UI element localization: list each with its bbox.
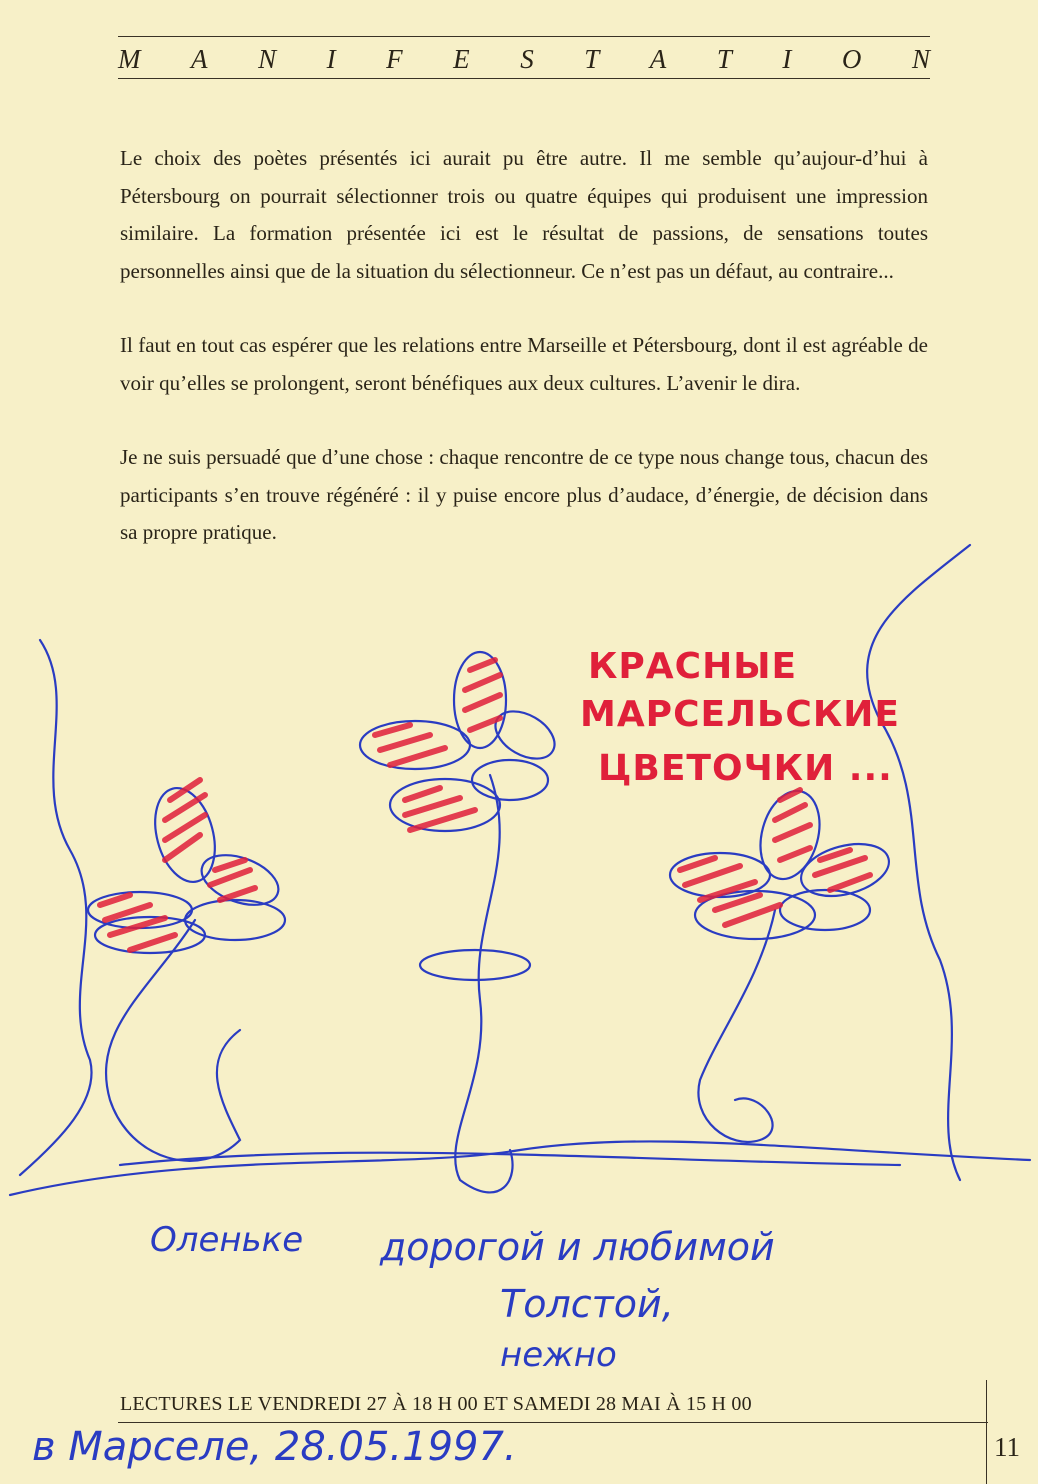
right-vine-line (867, 545, 970, 1180)
dedication-line: Оленьке (150, 1220, 304, 1260)
footer-vertical-rule (986, 1380, 987, 1484)
paragraph: Le choix des poètes présentés ici aurait pu être autre. Il me semble qu’aujour-d’hui à Pétersbourg on pourrait sélectionner trois ou quatre équipes qui produisent une impression similaire. La formation présentée ici est le résultat de passions, de sensations toutes personnelles ainsi que de la situation du sélectionneur. Ce n’est pas un défaut, au contraire... (120, 146, 928, 283)
red-hatching (815, 850, 870, 890)
header-letter: F (386, 43, 403, 74)
red-hatching (465, 660, 500, 730)
header-top-rule (118, 36, 930, 37)
red-hatching (375, 725, 445, 765)
red-handwriting-line: ЦВЕТОЧКИ ... (598, 748, 893, 789)
flower-petal (454, 652, 506, 748)
middle-spiral (420, 950, 530, 980)
header-letter: A (649, 43, 667, 74)
header-letter: S (520, 43, 534, 74)
red-hatching (680, 858, 755, 900)
flower-petal (390, 779, 500, 831)
dedication-signature: нежно (500, 1335, 617, 1375)
red-handwriting-line: КРАСНЫЕ (588, 646, 798, 687)
paragraph: Il faut en tout cas espérer que les relations entre Marseille et Pétersbourg, dont il est agréable de voir qu’elles se prolongent, seront bénéfiques aux deux cultures. L’avenir le dira. (120, 333, 928, 395)
baseline-swoop (120, 1153, 900, 1165)
flower-petal (360, 721, 470, 769)
header-letter: O (841, 43, 862, 74)
left-stem-line (106, 920, 240, 1161)
flower-petal (795, 835, 894, 905)
header-letter: N (911, 43, 930, 74)
flower-petal (146, 781, 225, 888)
right-stem-line (698, 910, 775, 1142)
flower-petal (95, 917, 205, 953)
dedication-line: дорогой и любимой (380, 1225, 775, 1269)
header-letter: I (326, 43, 336, 74)
running-header (118, 42, 930, 76)
middle-stem-line (455, 775, 512, 1192)
header-letter: T (716, 43, 732, 74)
flower-petal (487, 702, 562, 769)
left-vine-line (20, 640, 92, 1175)
footer-rule (118, 1422, 988, 1423)
page-number: 11 (994, 1432, 1020, 1462)
red-hatching (775, 790, 810, 860)
red-handwriting-line: МАРСЕЛЬСКИЕ (580, 694, 900, 735)
header-bottom-rule (118, 78, 930, 79)
flower-petal (670, 853, 770, 897)
place-date-inscription: в Марселе, 28.05.1997. (32, 1424, 517, 1470)
paragraph: Je ne suis persuadé que d’une chose : chaque rencontre de ce type nous change tous, chacun des participants s’en trouve régénéré : il y puise encore plus d’audace, d’énergie, de décision dans sa propre pratique. (120, 445, 928, 544)
header-letter: N (258, 43, 277, 74)
header-letter: T (584, 43, 600, 74)
flower-petal (88, 892, 192, 928)
dedication-line: Толстой, (500, 1282, 674, 1326)
header-letter: E (453, 43, 470, 74)
red-hatching (100, 895, 175, 950)
header-letter: M (118, 43, 141, 74)
header-letter: I (782, 43, 792, 74)
flower-petal (751, 784, 828, 885)
flower-petal (695, 891, 815, 939)
flower-petal (780, 890, 870, 930)
red-hatching (210, 860, 255, 900)
flower-petal (195, 846, 285, 915)
flower-petal (185, 900, 285, 940)
red-hatching (165, 780, 205, 860)
flower-petal (472, 760, 548, 800)
red-hatching (405, 788, 475, 830)
readings-schedule: LECTURES LE VENDREDI 27 À 18 H 00 ET SAMEDI 28 MAI À 15 H 00 (120, 1393, 752, 1415)
red-hatching (715, 895, 780, 925)
baseline-swoop (10, 1141, 1030, 1195)
header-letter: A (191, 43, 208, 74)
body-text (120, 140, 928, 589)
